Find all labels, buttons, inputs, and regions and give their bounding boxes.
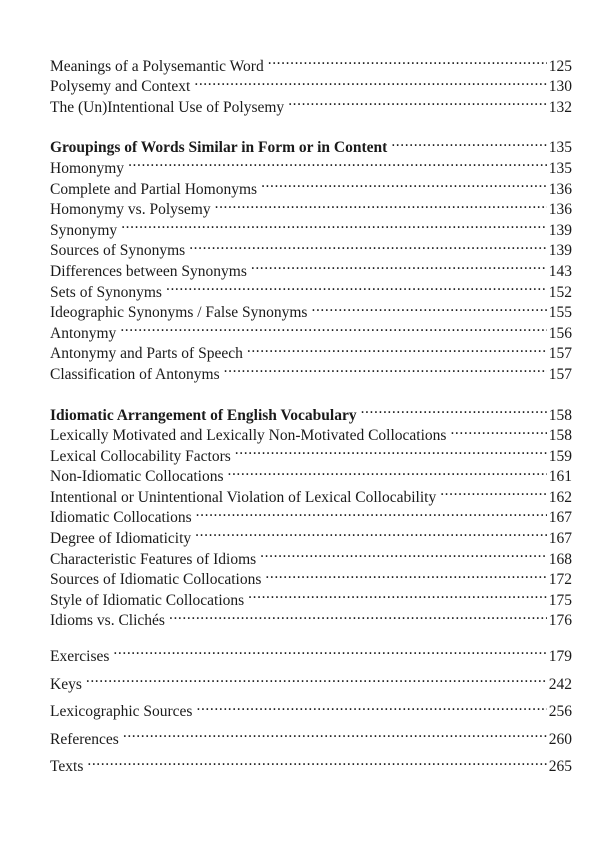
toc-entry-page: 132 xyxy=(548,98,572,116)
toc-entry-title: Sets of Synonyms xyxy=(50,283,162,301)
toc-entry-title: Polysemy and Context xyxy=(50,78,191,96)
dot-leader xyxy=(196,696,546,717)
dot-leader xyxy=(440,481,547,502)
toc-entry-title: Idiomatic Collocations xyxy=(50,509,192,527)
toc-entry-page: 167 xyxy=(548,530,572,548)
entry-spacer xyxy=(50,689,572,696)
dot-leader xyxy=(169,605,547,626)
toc-entry-title: Characteristic Features of Idioms xyxy=(50,550,257,568)
toc-section-heading[interactable] xyxy=(50,399,572,424)
toc-entry-page: 157 xyxy=(548,345,572,363)
toc-entry-title: Classification of Antonyms xyxy=(50,365,220,383)
toc-heading-title: Idiomatic Arrangement of English Vocabulary xyxy=(50,406,357,424)
dot-leader xyxy=(120,317,546,338)
dot-leader xyxy=(265,564,546,585)
dot-leader xyxy=(450,420,546,441)
dot-leader xyxy=(311,297,546,318)
toc-entry-title: Lexical Collocability Factors xyxy=(50,447,231,465)
dot-leader xyxy=(247,338,547,359)
toc-entry-page: 265 xyxy=(548,758,572,776)
toc-entry-title: Degree of Idiomaticity xyxy=(50,530,192,548)
toc-back-entry[interactable] xyxy=(50,640,572,666)
dot-leader xyxy=(268,50,547,71)
dot-leader xyxy=(166,276,547,297)
dot-leader xyxy=(391,132,546,153)
toc-section-heading[interactable] xyxy=(50,132,572,157)
toc-entry-page: 167 xyxy=(548,509,572,527)
dot-leader xyxy=(189,235,547,256)
toc-entry-page: 130 xyxy=(548,78,572,96)
dot-leader xyxy=(288,91,547,112)
table-of-contents xyxy=(50,50,572,776)
dot-leader xyxy=(113,640,546,661)
toc-entry-page: 157 xyxy=(548,365,572,383)
toc-entry-title: Exercises xyxy=(50,648,110,666)
dot-leader xyxy=(123,723,547,744)
toc-entry-title: Sources of Synonyms xyxy=(50,242,186,260)
toc-entry-page: 135 xyxy=(548,159,572,177)
toc-heading-page: 158 xyxy=(548,406,572,424)
toc-entry-page: 260 xyxy=(548,730,572,748)
dot-leader xyxy=(196,502,547,523)
toc-back-entry[interactable] xyxy=(50,751,572,776)
toc-entry-title: Ideographic Synonyms / False Synonyms xyxy=(50,304,308,322)
dot-leader xyxy=(121,214,547,235)
toc-entry-page: 139 xyxy=(548,242,572,260)
toc-entry-title: Synonymy xyxy=(50,221,118,239)
toc-back-entry[interactable] xyxy=(50,696,572,721)
toc-entry-page: 152 xyxy=(548,283,572,301)
toc-entry-page: 162 xyxy=(548,488,572,506)
toc-entry-page: 139 xyxy=(548,221,572,239)
toc-entry-title: Lexicographic Sources xyxy=(50,703,193,721)
toc-entry-page: 143 xyxy=(548,262,572,280)
toc-entry-title: Intentional or Unintentional Violation of Lexical Collocability xyxy=(50,488,437,506)
dot-leader xyxy=(224,358,547,379)
toc-entry[interactable] xyxy=(50,152,572,177)
toc-entry-page: 155 xyxy=(548,304,572,322)
toc-entry-title: Style of Idiomatic Collocations xyxy=(50,591,245,609)
toc-entry-title: Lexically Motivated and Lexically Non-Motivated Collocations xyxy=(50,427,447,445)
toc-entry-page: 158 xyxy=(548,427,572,445)
toc-entry-page: 179 xyxy=(548,648,572,666)
toc-back-entry[interactable] xyxy=(50,668,572,693)
toc-entry-page: 175 xyxy=(548,591,572,609)
toc-entry-title: The (Un)Intentional Use of Polysemy xyxy=(50,98,285,116)
toc-entry-page: 161 xyxy=(548,468,572,486)
dot-leader xyxy=(215,194,547,215)
toc-heading-title: Groupings of Words Similar in Form or in Content xyxy=(50,139,388,157)
toc-entry-page: 136 xyxy=(548,180,572,198)
toc-entry-page: 242 xyxy=(548,675,572,693)
toc-entry-page: 172 xyxy=(548,571,572,589)
dot-leader xyxy=(251,255,547,276)
dot-leader xyxy=(227,461,546,482)
toc-entry[interactable] xyxy=(50,338,572,363)
toc-entry-title: Idioms vs. Clichés xyxy=(50,612,165,630)
toc-entry-title: Homonymy vs. Polysemy xyxy=(50,201,211,219)
dot-leader xyxy=(235,440,547,461)
dot-leader xyxy=(260,543,547,564)
dot-leader xyxy=(361,399,547,420)
toc-entry-title: Antonymy and Parts of Speech xyxy=(50,345,243,363)
toc-heading-page: 135 xyxy=(548,139,572,157)
toc-entry-title: Homonymy xyxy=(50,159,125,177)
toc-entry-title: Keys xyxy=(50,675,82,693)
toc-entry-page: 159 xyxy=(548,447,572,465)
toc-entry-title: Texts xyxy=(50,758,84,776)
toc-entry-page: 156 xyxy=(548,324,572,342)
toc-entry-page: 136 xyxy=(548,201,572,219)
toc-entry[interactable] xyxy=(50,173,572,198)
toc-entry-title: Differences between Synonyms xyxy=(50,262,247,280)
dot-leader xyxy=(128,152,547,173)
dot-leader xyxy=(86,668,547,689)
dot-leader xyxy=(194,71,546,92)
entry-spacer xyxy=(50,744,572,751)
dot-leader xyxy=(261,173,547,194)
toc-entry-page: 256 xyxy=(548,703,572,721)
entry-spacer xyxy=(50,661,572,668)
toc-entry-page: 168 xyxy=(548,550,572,568)
toc-entry-title: Non-Idiomatic Collocations xyxy=(50,468,224,486)
toc-entry[interactable] xyxy=(50,214,572,239)
dot-leader xyxy=(248,584,547,605)
dot-leader xyxy=(87,751,546,772)
toc-entry-title: References xyxy=(50,730,119,748)
toc-entry-page: 176 xyxy=(548,612,572,630)
toc-entry-page: 125 xyxy=(548,57,572,75)
toc-entry-title: Complete and Partial Homonyms xyxy=(50,180,258,198)
toc-entry-title: Antonymy xyxy=(50,324,117,342)
toc-entry[interactable] xyxy=(50,50,572,75)
toc-entry-title: Sources of Idiomatic Collocations xyxy=(50,571,262,589)
toc-entry[interactable] xyxy=(50,235,572,260)
toc-back-entry[interactable] xyxy=(50,723,572,748)
toc-entry[interactable] xyxy=(50,317,572,342)
dot-leader xyxy=(195,522,547,543)
toc-entry-title: Meanings of a Polysemantic Word xyxy=(50,57,264,75)
